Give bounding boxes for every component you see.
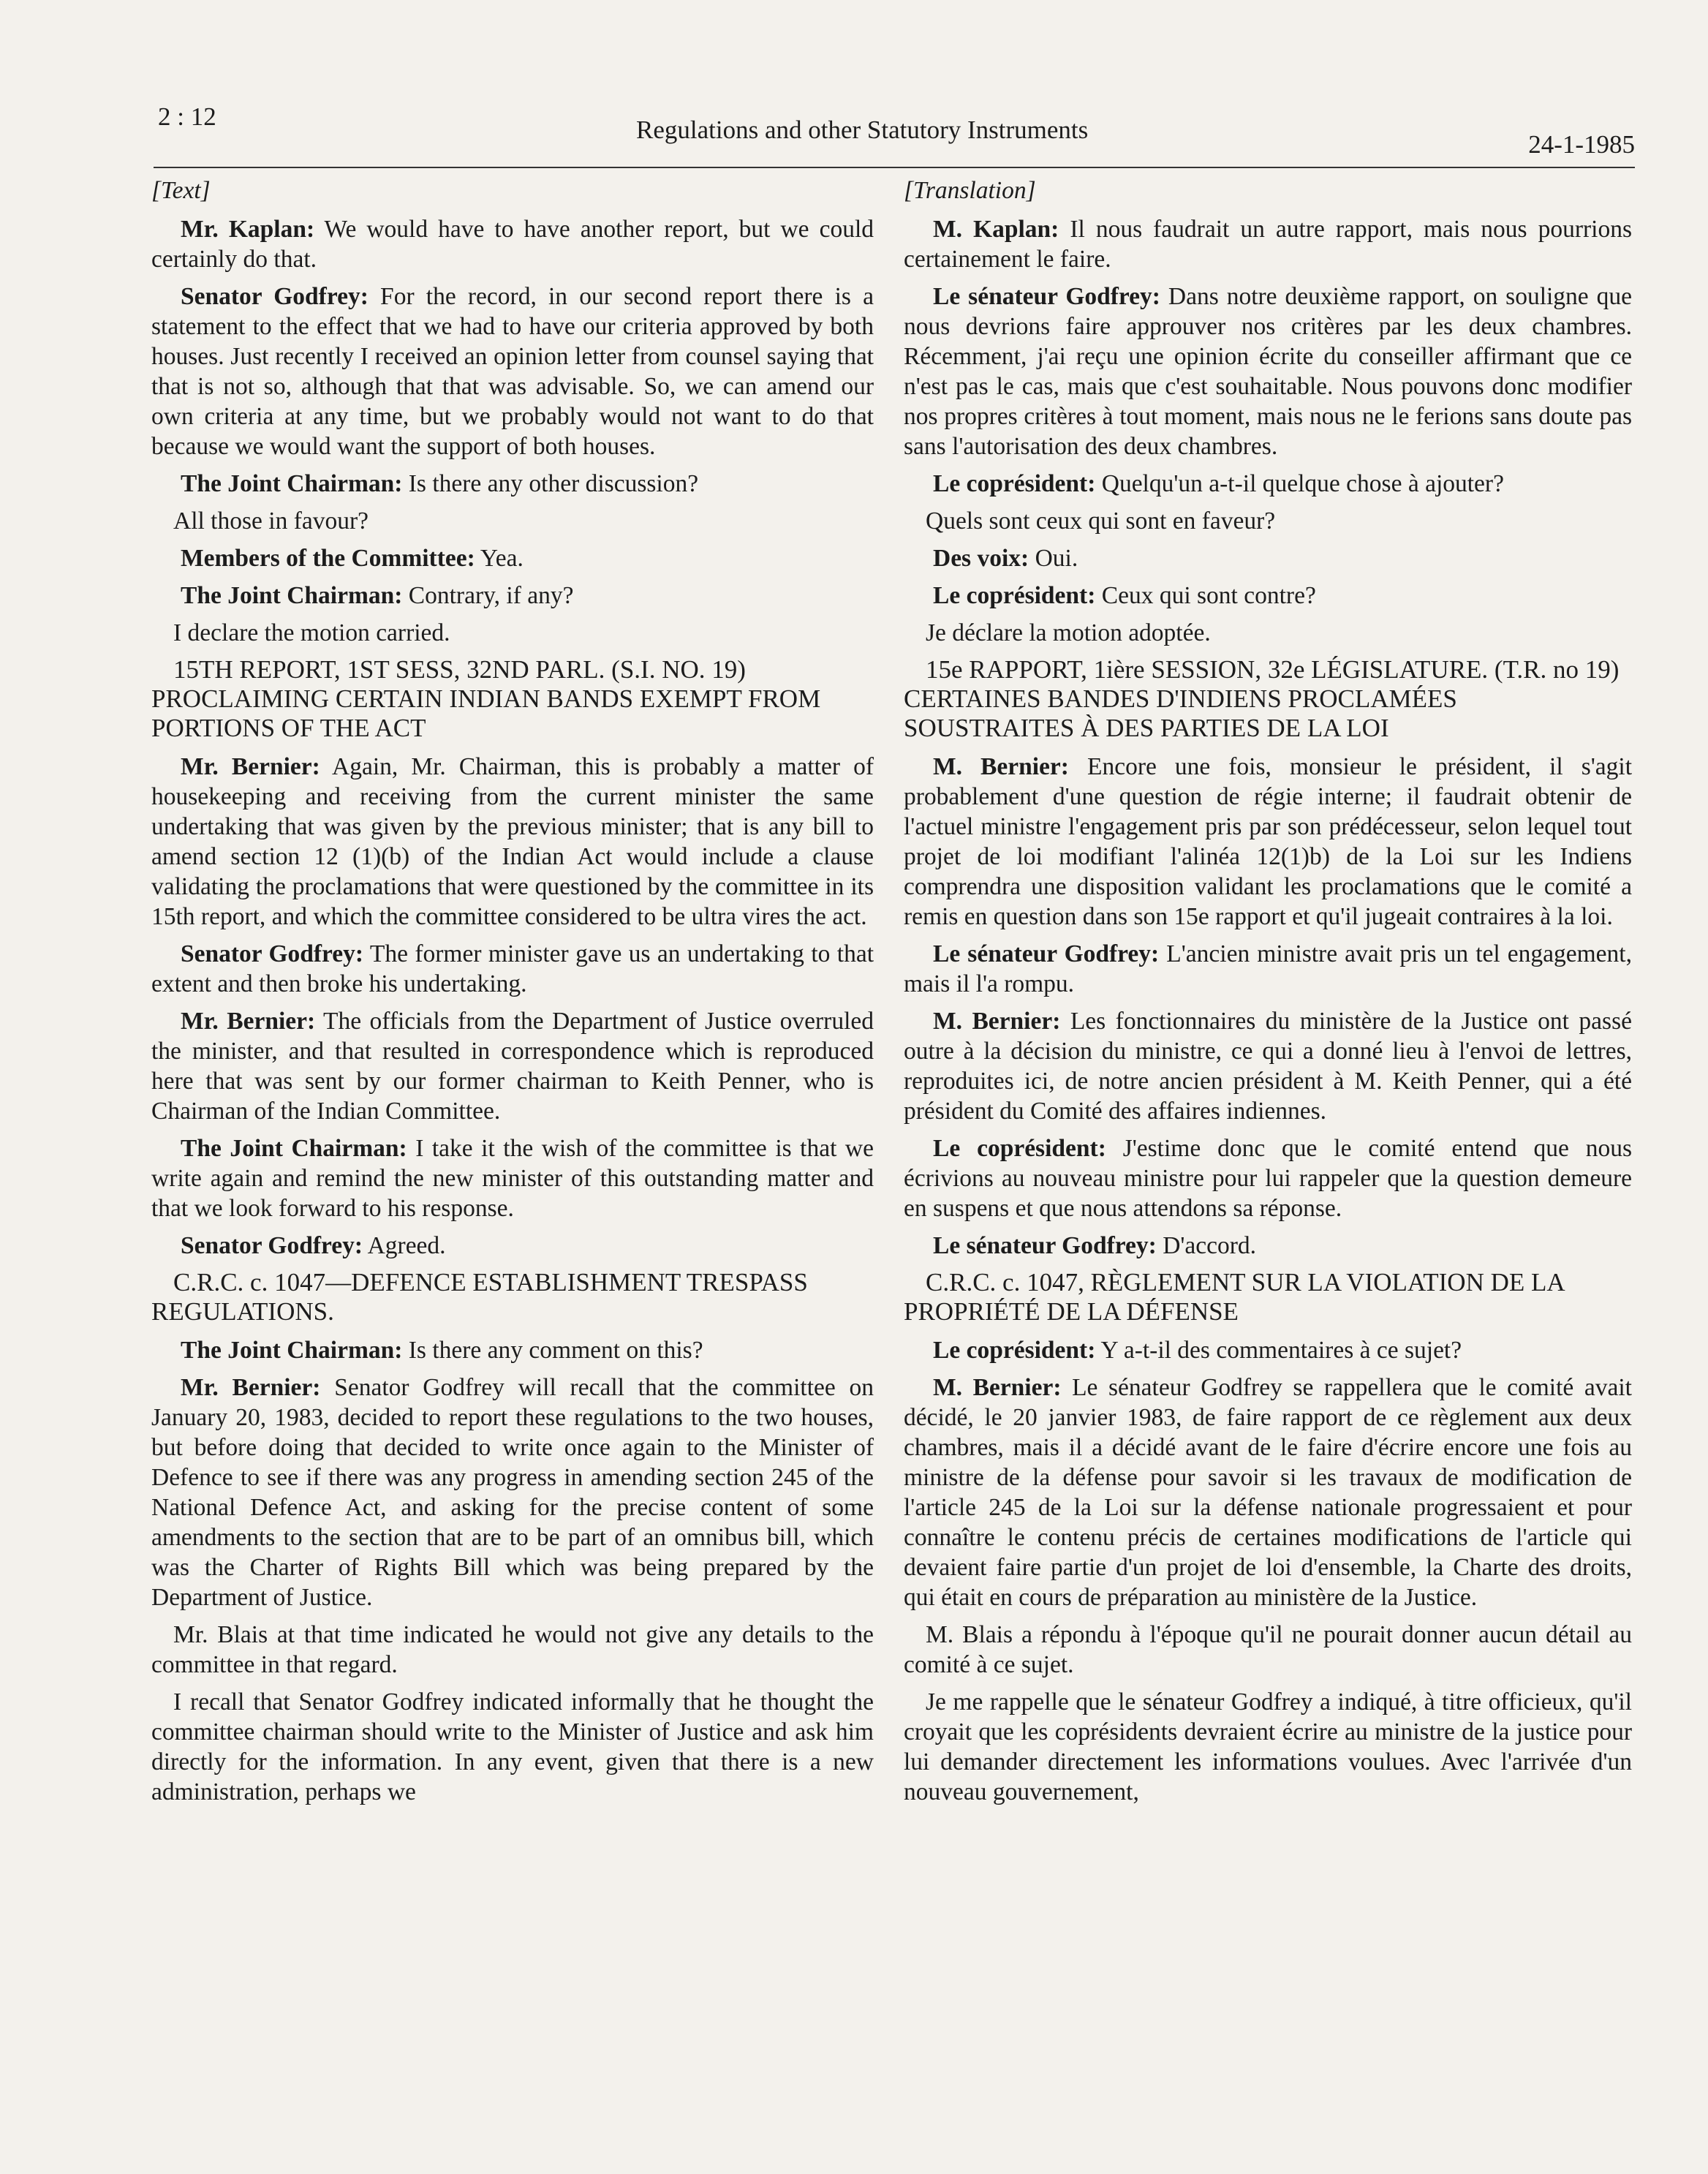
transcript-paragraph bbox=[904, 469, 1632, 499]
speaker-name: The Joint Chairman: bbox=[181, 1135, 407, 1162]
transcript-paragraph bbox=[151, 282, 874, 461]
section-heading: 15e RAPPORT, 1ière SESSION, 32e LÉGISLATURE. (T.R. no 19) CERTAINES BANDES D'INDIENS PROCLAMÉES SOUSTRAITES À DES PARTIES DE LA LOI bbox=[904, 655, 1620, 742]
speech-text: Again, Mr. Chairman, this is probably a matter of housekeeping and receiving from the current minister the same undertaking that was given by the previous minister; that is any bill to amend section 12 (1)(b) of the Indian Act would include a clause validating the proclamations that were questioned by the committee in its 15th report, and which the committee considered to be ultra vires the act. bbox=[151, 753, 874, 930]
speech-text: D'accord. bbox=[1156, 1232, 1257, 1259]
transcript-paragraph bbox=[904, 618, 1632, 648]
page-number: 2 : 12 bbox=[158, 102, 216, 131]
speech-text: Il nous faudrait un autre rapport, mais nous pourrions certainement le faire. bbox=[904, 216, 1632, 273]
transcript-paragraph bbox=[904, 1687, 1632, 1807]
transcript-paragraph bbox=[904, 1133, 1632, 1223]
transcript-paragraph bbox=[151, 469, 874, 499]
speech-text: Quels sont ceux qui sont en faveur? bbox=[926, 507, 1276, 535]
french-column bbox=[904, 175, 1632, 1814]
transcript-paragraph bbox=[151, 214, 874, 274]
transcript-paragraph bbox=[151, 1373, 874, 1612]
section-heading: 15TH REPORT, 1ST SESS, 32ND PARL. (S.I. NO. 19) PROCLAIMING CERTAIN INDIAN BANDS EXEMPT FROM PORTIONS OF THE ACT bbox=[151, 655, 821, 742]
speaker-name: Des voix: bbox=[933, 545, 1029, 572]
section-heading: C.R.C. c. 1047—DEFENCE ESTABLISHMENT TRESPASS REGULATIONS. bbox=[151, 1268, 808, 1326]
speech-text: Oui. bbox=[1029, 545, 1078, 572]
speaker-name: Senator Godfrey: bbox=[181, 283, 369, 310]
transcript-paragraph bbox=[904, 581, 1632, 611]
transcript-paragraph bbox=[904, 1006, 1632, 1126]
transcript-paragraph bbox=[151, 939, 874, 999]
running-title: Regulations and other Statutory Instruments bbox=[636, 116, 1089, 144]
speech-text: Mr. Blais at that time indicated he would not give any details to the committee in that regard. bbox=[151, 1621, 874, 1678]
speaker-name: M. Kaplan: bbox=[933, 216, 1059, 243]
speech-text: I declare the motion carried. bbox=[173, 619, 450, 646]
speaker-name: Mr. Bernier: bbox=[181, 1374, 321, 1401]
transcript-paragraph bbox=[151, 1335, 874, 1365]
speech-text: Yea. bbox=[475, 545, 524, 572]
speaker-name: M. Bernier: bbox=[933, 1008, 1061, 1035]
section-heading: C.R.C. c. 1047, RÈGLEMENT SUR LA VIOLATION DE LA PROPRIÉTÉ DE LA DÉFENSE bbox=[904, 1268, 1564, 1326]
section-tag: [Text] bbox=[151, 177, 211, 204]
speaker-name: Mr. Kaplan: bbox=[181, 216, 315, 243]
speaker-name: Mr. Bernier: bbox=[181, 1008, 316, 1035]
transcript-paragraph bbox=[151, 1133, 874, 1223]
speaker-name: Le coprésident: bbox=[933, 1337, 1096, 1364]
speech-text: Senator Godfrey will recall that the committee on January 20, 1983, decided to report these regulations to the two houses, but before doing that decided to write once again to the Minister of Defence to see if there was any progress in amending section 245 of the National Defence Act, and asking for the precise content of some amendments to the section that are to be part of an omnibus bill, which was the Charter of Rights Bill which was being prepared by the Department of Justice. bbox=[151, 1374, 874, 1611]
speaker-name: Le sénateur Godfrey: bbox=[933, 1232, 1157, 1259]
transcript-paragraph bbox=[904, 506, 1632, 536]
speech-text: L'ancien ministre avait pris un tel engagement, mais il l'a rompu. bbox=[904, 940, 1632, 997]
transcript-paragraph bbox=[151, 1006, 874, 1126]
speech-text: Dans notre deuxième rapport, on souligne que nous devrions faire approuver nos critères par les deux chambres. Récemment, j'ai reçu une opinion écrite du conseiller affirmant que ce n'est pas le cas, mais que c'est souhaitable. Nous pouvons donc modifier nos propres critères à tout moment, mais nous ne le ferions sans doute pas sans l'autorisation des deux chambres. bbox=[904, 283, 1632, 460]
speech-text: We would have to have another report, but we could certainly do that. bbox=[151, 216, 874, 273]
speech-text: All those in favour? bbox=[173, 507, 369, 535]
transcript-paragraph bbox=[151, 1687, 874, 1807]
speaker-name: Le coprésident: bbox=[933, 1135, 1106, 1162]
transcript-paragraph bbox=[904, 1620, 1632, 1680]
transcript-paragraph bbox=[151, 752, 874, 932]
speaker-name: The Joint Chairman: bbox=[181, 1337, 403, 1364]
speech-text: Je déclare la motion adoptée. bbox=[926, 619, 1211, 646]
transcript-paragraph bbox=[904, 543, 1632, 573]
speech-text: Je me rappelle que le sénateur Godfrey a indiqué, à titre officieux, qu'il croyait que les coprésidents devraient écrire au ministre de la justice pour lui demander directement les informations voulues. Avec l'arrivée d'un nouveau gouvernement, bbox=[904, 1688, 1632, 1805]
speaker-name: Members of the Committee: bbox=[181, 545, 475, 572]
speech-text: Le sénateur Godfrey se rappellera que le comité avait décidé, le 20 janvier 1983, de faire rapport de ce règlement aux deux chambres, mais il a décidé avant de le faire d'écrire encore une fois au ministre de la défense pour savoir si les travaux de modification de l'article 245 de la Loi sur la défense nationale progressaient et pour connaître le contenu précis de certaines modifications de l'article qui devaient faire partie d'un projet de loi d'ensemble, la Charte des droits, qui était en cours de préparation au ministère de la Justice. bbox=[904, 1374, 1632, 1611]
transcript-paragraph bbox=[904, 939, 1632, 999]
english-column bbox=[151, 175, 874, 1814]
speech-text: J'estime donc que le comité entend que nous écrivions au nouveau ministre pour lui rappeler que la question demeure en suspens et que nous attendons sa réponse. bbox=[904, 1135, 1632, 1222]
speech-text: I take it the wish of the committee is that we write again and remind the new minister of this outstanding matter and that we look forward to his response. bbox=[151, 1135, 874, 1222]
section-tag: [Translation] bbox=[904, 177, 1036, 204]
speaker-name: Le coprésident: bbox=[933, 470, 1096, 497]
speech-text: M. Blais a répondu à l'époque qu'il ne pourait donner aucun détail au comité à ce sujet. bbox=[904, 1621, 1632, 1678]
speech-text: Is there any other discussion? bbox=[402, 470, 699, 497]
speech-text: Ceux qui sont contre? bbox=[1095, 582, 1316, 609]
speaker-name: The Joint Chairman: bbox=[181, 582, 403, 609]
speaker-name: Le sénateur Godfrey: bbox=[933, 283, 1160, 310]
speaker-name: Senator Godfrey: bbox=[181, 1232, 363, 1259]
transcript-paragraph bbox=[904, 1335, 1632, 1365]
speaker-name: Le coprésident: bbox=[933, 582, 1096, 609]
speaker-name: Le sénateur Godfrey: bbox=[933, 940, 1160, 967]
transcript-paragraph bbox=[151, 618, 874, 648]
header-date: 24-1-1985 bbox=[1528, 130, 1635, 159]
speech-text: Agreed. bbox=[363, 1232, 446, 1259]
speech-text: For the record, in our second report there is a statement to the effect that we had to have our criteria approved by both houses. Just recently I received an opinion letter from counsel saying that that is not so, although that that was advisable. So, we can amend our own criteria at any time, but we probably would not want to do that because we would want the support of both houses. bbox=[151, 283, 874, 460]
speech-text: Is there any comment on this? bbox=[402, 1337, 703, 1364]
transcript-paragraph bbox=[151, 581, 874, 611]
transcript-paragraph bbox=[904, 1373, 1632, 1612]
transcript-paragraph bbox=[151, 506, 874, 536]
speaker-name: The Joint Chairman: bbox=[181, 470, 403, 497]
speech-text: The former minister gave us an undertaking to that extent and then broke his undertaking. bbox=[151, 940, 874, 997]
speaker-name: Mr. Bernier: bbox=[181, 753, 320, 780]
speech-text: Encore une fois, monsieur le président, il s'agit probablement d'une question de régie interne; il faudrait obtenir de l'actuel ministre l'engagement pris par son prédécesseur, selon lequel tout projet de loi modifiant l'alinéa 12(1)b) de la Loi sur les Indiens comprendra une disposition validant les proclamations que le comité a remis en question dans son 15e rapport et qu'il jugeait contraires à la loi. bbox=[904, 753, 1632, 930]
speech-text: Contrary, if any? bbox=[402, 582, 574, 609]
page-header bbox=[154, 101, 1635, 168]
speech-text: Quelqu'un a-t-il quelque chose à ajouter? bbox=[1095, 470, 1504, 497]
transcript-paragraph bbox=[904, 1231, 1632, 1261]
speech-text: Les fonctionnaires du ministère de la Justice ont passé outre à la décision du ministre, ce qui a donné lieu à l'envoi de lettres, reproduites ici, de notre ancien président à M. Keith Penner, qui a été président du Comité des affaires indiennes. bbox=[904, 1008, 1632, 1125]
speaker-name: M. Bernier: bbox=[933, 1374, 1062, 1401]
transcript-paragraph bbox=[904, 214, 1632, 274]
speaker-name: Senator Godfrey: bbox=[181, 940, 364, 967]
transcript-paragraph bbox=[151, 1231, 874, 1261]
speaker-name: M. Bernier: bbox=[933, 753, 1069, 780]
speech-text: Y a-t-il des commentaires à ce sujet? bbox=[1095, 1337, 1462, 1364]
transcript-paragraph bbox=[904, 752, 1632, 932]
speech-text: I recall that Senator Godfrey indicated informally that he thought the committee chairman should write to the Minister of Justice and ask him directly for the information. In any event, given that there is a new administration, perhaps we bbox=[151, 1688, 874, 1805]
transcript-paragraph bbox=[904, 282, 1632, 461]
transcript-paragraph bbox=[151, 1620, 874, 1680]
speech-text: The officials from the Department of Justice overruled the minister, and that resulted in correspondence which is reproduced here that was sent by our former chairman to Keith Penner, who is Chairman of the Indian Committee. bbox=[151, 1008, 874, 1125]
transcript-paragraph bbox=[151, 543, 874, 573]
